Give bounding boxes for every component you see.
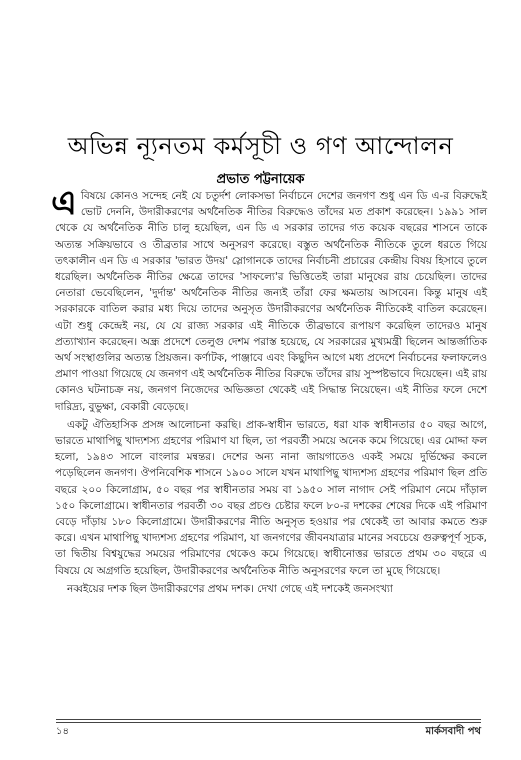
journal-name: মার্কসবাদী পথ (425, 726, 481, 737)
article-title: অভিন্ন ন্যূনতম কর্মসূচী ও গণ আন্দোলন (67, 132, 454, 160)
paragraph-2: একটু ঐতিহাসিক প্রসঙ্গ আলোচনা করছি। প্রাক-স্বাধীন ভারতে, ধরা যাক স্বাধীনতার ৫০ বছর আগে, ভারতে মাথাপিছু খাদ্যশস্য গ্রহণের পরিমাণ যা ছিল, তা পরবর্তী সময়ে অনেক কমে গিয়েছে। এর মোদ্দা ফল হলো, ১৯৪৩ সালে বাংলার মন্বন্তর। দেশের অন্য নানা জায়গাতেও একই সময়ে দুর্ভিক্ষের কবলে পড়েছিলেন জনগণ। ঔপনিবেশিক শাসনে ১৯০০ সালে যখন মাথাপিছু খাদ্যশস্য গ্রহণের পরিমাণ ছিল প্রতি বছরে ২০০ কিলোগ্রাম, ৫০ বছর পর স্বাধীনতার সময় বা ১৯৫০ সাল নাগাদ সেই পরিমাণ নেমে দাঁড়াল ১৫০ কিলোগ্রামে। স্বাধীনতার পরবর্তী ৩০ বছর প্রচণ্ড চেষ্টার ফলে ৮০-র দশকের শেষের দিকে এই পরিমাণ বেড়ে দাঁড়ায় ১৮০ কিলোগ্রামে। উদারীকরণের নীতি অনুসৃত হওয়ার পর থেকেই তা আবার কমতে শুরু করে। এখন মাথাপিছু খাদ্যশস্য গ্রহণের পরিমাণ, যা জনগণের জীবনযাত্রার মানের সবচেয়ে গুরুত্বপূর্ণ সূচক, তা দ্বিতীয় বিশ্বযুদ্ধের সময়ের পরিমাণের থেকেও কমে গিয়েছে। স্বাধীনোত্তর ভারতে প্রথম ৩০ বছরে এ বিষয়ে যে অগ্রগতি হয়েছিল, উদারীকরণের অর্থনৈতিক নীতি অনুসরণের ফলে তা মুছে গিয়েছে। (55, 418, 487, 577)
footer-divider-double (56, 722, 481, 723)
drop-cap: এ (51, 183, 77, 223)
article-body (51, 183, 487, 597)
footer-divider (56, 719, 481, 720)
paragraph-1-text: বিষয়ে কোনও সন্দেহ নেই যে চতুর্দশ লোকসভা নির্বাচনে দেশের জনগণ শুধু এন ডি এ-র বিরুদ্ধেই ভোট দেননি, উদারীকরণের অর্থনৈতিক নীতির বিরুদ্ধেও তাঁদের মত প্রকাশ করেছেন। ১৯৯১ সাল থেকে যে অর্থনৈতিক নীতি চালু হয়েছিল, এন ডি এ সরকার তাদের গত কয়েক বছরের শাসনে তাকে অত্যন্ত সক্রিয়ভাবে ও তীব্রতার সাথে অনুসরণ করেছে। বস্তুত অর্থনৈতিক নীতিকে তুলে ধরতে গিয়ে তৎকালীন এন ডি এ সরকার 'ভারত উদয়' স্লোগানকে তাদের নির্বাচনী প্রচারের কেন্দ্রীয় বিষয় হিসাবে তুলে ধরেছিল। অর্থনৈতিক নীতির ক্ষেত্রে তাদের 'সাফল্যে'র ভিত্তিতেই তারা মানুষের রায় চেয়েছিল। তাদের নেতারা ভেবেছিলেন, 'দুর্দান্ত' অর্থনৈতিক নীতির জন্যই তাঁরা ফের ক্ষমতায় আসবেন। কিন্তু মানুষ এই সরকারকে বাতিল করার মধ্য দিয়ে তাদের অনুসৃত উদারীকরণের অর্থনৈতিক নীতিকেই বাতিল করেছেন। এটা শুধু কেন্দ্রেই নয়, যে যে রাজ্য সরকার এই নীতিকে তীব্রভাবে রূপায়ণ করেছিল তাদেরও মানুষ প্রত্যাখ্যান করেছেন। অন্ধ্র প্রদেশে তেলুগু দেশম পরাস্ত হয়েছে, যে সরকারের মুখ্যমন্ত্রী ছিলেন আন্তর্জাতিক অর্থ সংস্থাগুলির অত্যন্ত প্রিয়জন। কর্ণাটক, পাঞ্জাবে এবং কিছুদিন আগে মধ্য প্রদেশে নির্বাচনের ফলাফলেও প্রমাণ পাওয়া গিয়েছে যে জনগণ এই অর্থনৈতিক নীতির বিরুদ্ধে তাঁদের রায় সুস্পষ্টভাবে দিয়েছেন। এই রায় কোনও ঘটনাচক্র নয়, জনগণ নিজেদের অভিজ্ঞতা থেকেই এই সিদ্ধান্ত নিয়েছেন। এই নীতির ফলে দেশে দারিদ্র্য, বুভুক্ষা, বেকারী বেড়েছে। (55, 190, 487, 413)
article-author: প্রভাত পট্টনায়েক (216, 172, 305, 187)
page-number: ১৪ (56, 726, 69, 737)
paragraph-1 (51, 183, 487, 415)
paragraph-3: নব্বইয়ের দশক ছিল উদারীকরণের প্রথম দশক। দেখা গেছে এই দশকেই জনসংখ্যা (67, 582, 393, 595)
